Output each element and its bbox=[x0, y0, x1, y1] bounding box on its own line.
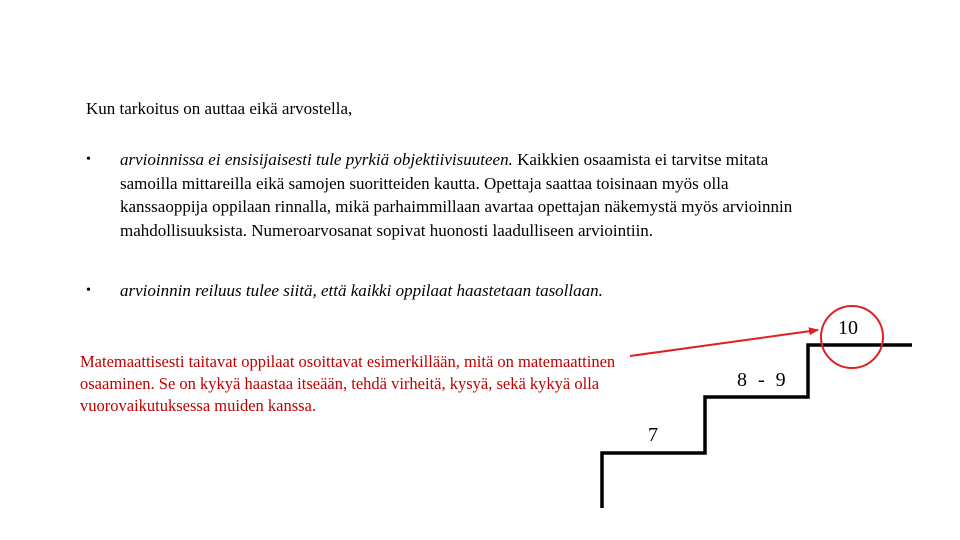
step-label-8-9: 8 - 9 bbox=[737, 369, 789, 391]
bullet-body-text: Kaikkien osaamista ei tarvitse mitata samoilla mittareilla eikä samojen suoritteiden kautta. Opettaja saattaa toisinaan myös olla kanssaoppija oppilaan rinnalla, mikä parhaimmillaan avartaa opettajan näkemystä myös arvioinnin mahdollisuuksista. Numeroarvosanat sopivat huonosti laadulliseen arviointiin. bbox=[120, 150, 793, 240]
bullet-italic-text: arvioinnin reiluus tulee siitä, että kaikki oppilaat haastetaan tasollaan. bbox=[120, 281, 603, 300]
bullet-marker: • bbox=[86, 152, 91, 167]
bullet-italic-text: arvioinnissa ei ensisijaisesti tule pyrkiä objektiivisuuteen. bbox=[120, 150, 513, 169]
step-label-7: 7 bbox=[648, 424, 658, 446]
pointer-arrow bbox=[630, 330, 818, 356]
red-note: Matemaattisesti taitavat oppilaat osoittavat esimerkillään, mitä on matemaattinen osaaminen. Se on kykyä haastaa itseään, tehdä virheitä, kysyä, sekä kykyä olla vuorovaikutuksessa muiden kanssa. bbox=[80, 352, 616, 415]
bullet-marker: • bbox=[86, 283, 91, 298]
intro-heading: Kun tarkoitus on auttaa eikä arvostella, bbox=[86, 99, 353, 118]
step-label-10: 10 bbox=[838, 317, 858, 339]
